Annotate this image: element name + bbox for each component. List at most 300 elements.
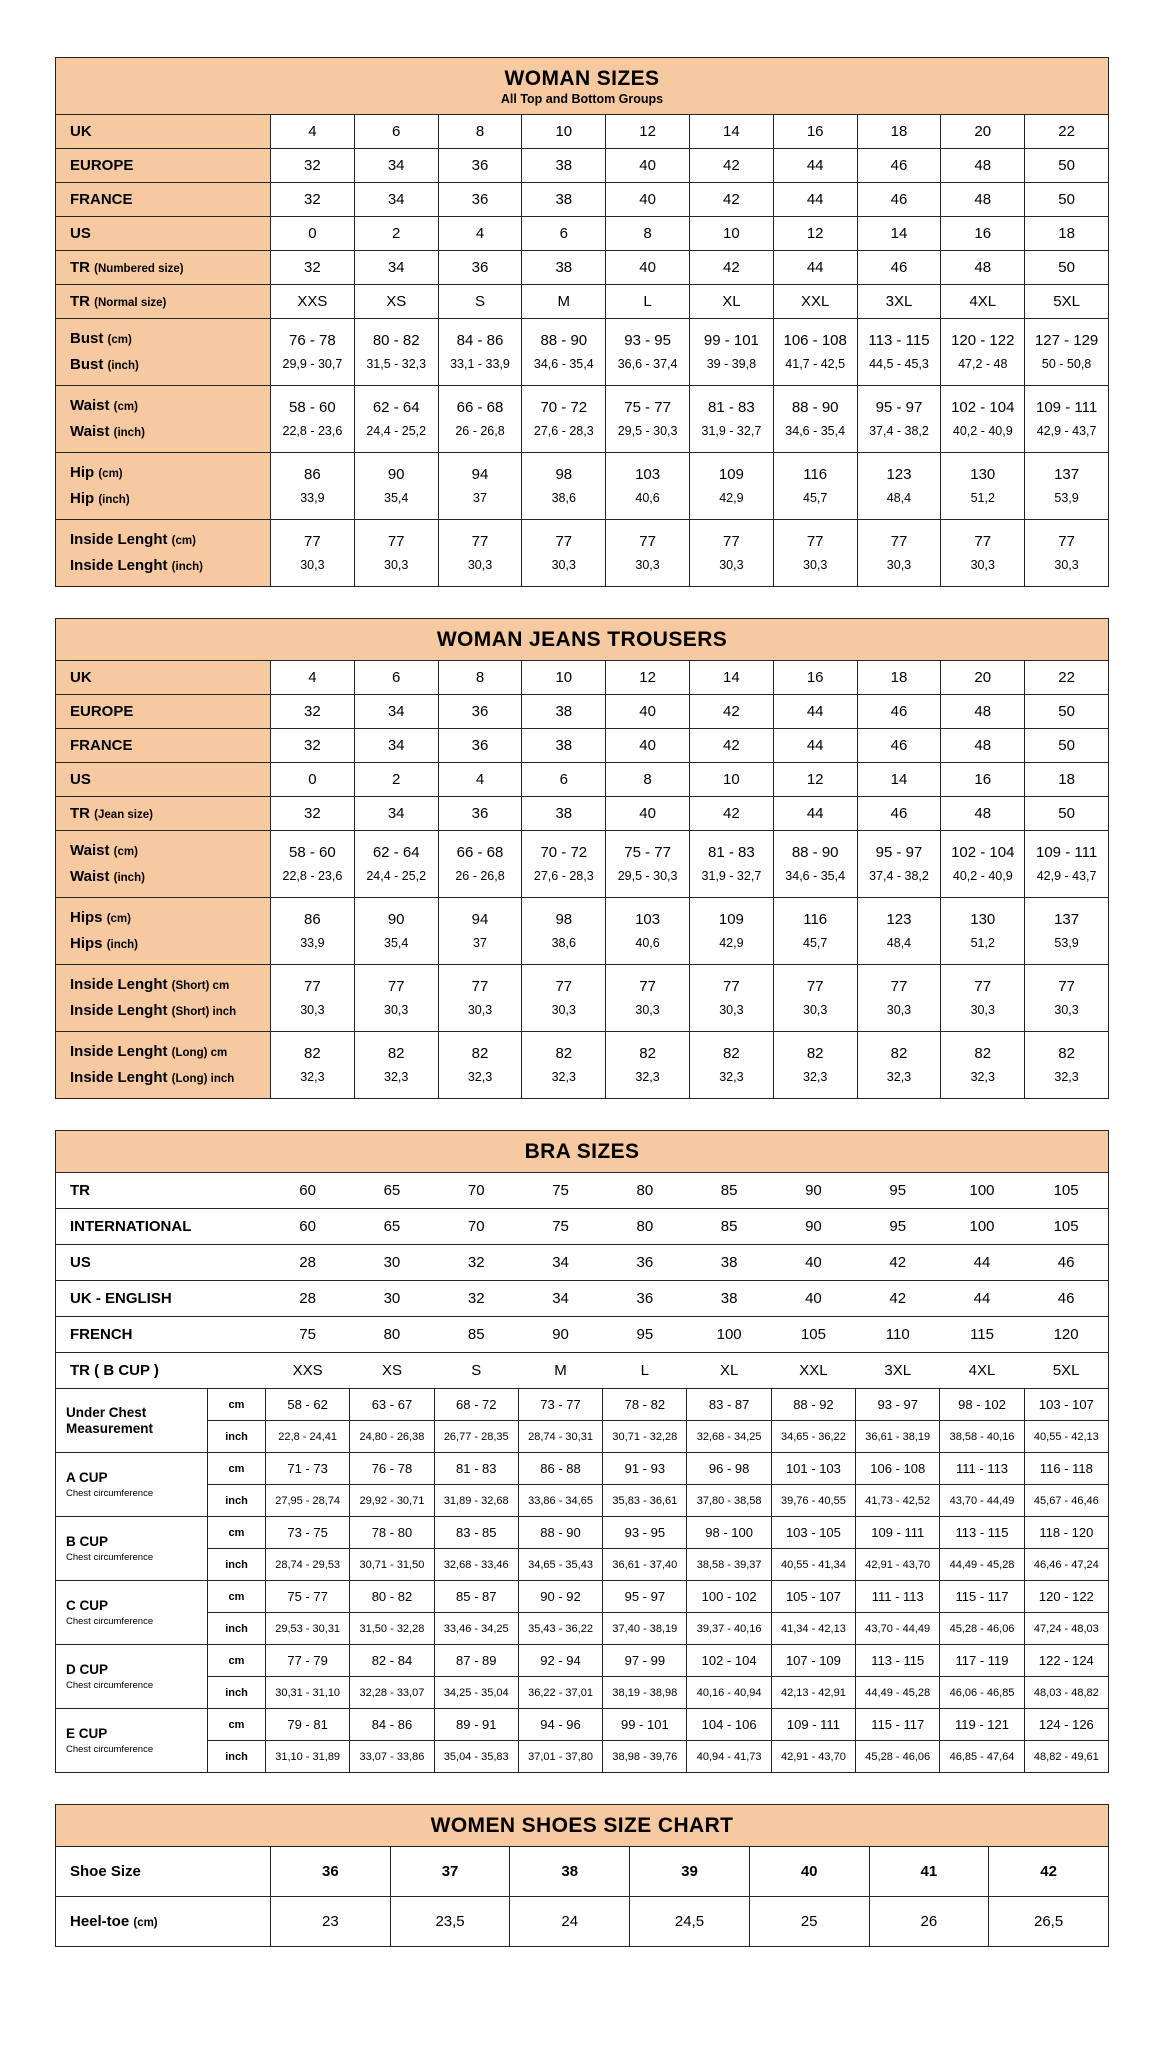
size-value-cell [271,831,355,898]
size-value: 95 [856,1209,940,1245]
woman-sizes-table-body [56,58,1109,587]
size-value-cell [271,965,355,1032]
value-stack [357,845,436,884]
measure-value-inch: 45,28 - 46,06 [856,1741,940,1773]
unit-label-cm: cm [208,1517,266,1549]
size-value: 14 [689,115,773,149]
size-value: 42 [689,149,773,183]
size-value-cell [271,898,355,965]
measure-value-cm: 80 - 82 [350,1581,434,1613]
woman-sizes-table [55,57,1109,587]
size-value-cm: 58 - 60 [289,843,336,861]
value-stack [776,467,855,506]
size-value-cm: 116 [803,465,828,483]
size-value: 25 [749,1897,869,1947]
size-value: 8 [438,115,522,149]
size-value: 6 [354,661,438,695]
size-value: 32 [271,797,355,831]
row-label: FRENCH [56,1317,266,1353]
value-stack [776,979,855,1018]
size-value-cell [857,520,941,587]
row-label [56,965,271,1032]
size-value: M [518,1353,602,1389]
size-value: 2 [354,763,438,797]
table-row [56,797,1109,831]
size-value: 85 [687,1173,771,1209]
size-value-cell [354,319,438,386]
women-shoes-size-table [55,1804,1109,1947]
size-value-cell [773,520,857,587]
measure-value-cm: 63 - 67 [350,1389,434,1421]
size-value: 14 [857,763,941,797]
row-label: US [56,217,271,251]
size-value-cell [857,453,941,520]
measure-value-inch: 24,80 - 26,38 [350,1421,434,1453]
size-value-inch: 32,3 [1054,1070,1079,1085]
size-value: 90 [518,1317,602,1353]
measure-label [56,1709,208,1773]
size-value-inch: 30,3 [467,558,493,573]
unit-label-cm: cm [208,1645,266,1677]
value-stack [692,467,771,506]
size-value-inch: 31,9 - 32,7 [701,424,762,439]
size-value: 44 [773,695,857,729]
table-title-cell [56,58,1109,115]
size-value-cell [941,520,1025,587]
bra-system-row [56,1353,1109,1389]
measure-name: D CUP [66,1662,109,1678]
measure-value-inch: 40,16 - 40,94 [687,1677,771,1709]
size-value-cell [438,386,522,453]
size-value-cell [857,1032,941,1099]
measure-value-inch: 33,46 - 34,25 [434,1613,518,1645]
measure-value-inch: 34,65 - 36,22 [771,1421,855,1453]
measure-value-cm: 99 - 101 [603,1709,687,1741]
value-stack [943,845,1022,884]
value-stack [776,845,855,884]
row-label [56,1032,271,1099]
size-value-cm: 77 [1058,977,1075,995]
bra-measure-row-cm [56,1517,1109,1549]
size-value-cell [522,965,606,1032]
size-value-inch: 48,4 [886,491,912,506]
value-stack [608,333,687,372]
bra-system-row [56,1209,1109,1245]
measure-value-cm: 119 - 121 [940,1709,1024,1741]
size-value: 8 [606,217,690,251]
size-value-cell [271,453,355,520]
size-value-inch: 30,3 [719,558,744,573]
size-value: 38 [522,797,606,831]
measure-value-cm: 96 - 98 [687,1453,771,1485]
size-value: 36 [438,183,522,217]
size-value-cell [271,319,355,386]
size-value-inch: 30,3 [635,1003,660,1018]
size-value-inch: 32,3 [886,1070,912,1085]
size-value-inch: 48,4 [886,936,912,951]
size-value: 0 [271,763,355,797]
size-value: 4XL [941,285,1025,319]
size-value-cell [773,965,857,1032]
size-value: 36 [438,149,522,183]
value-stack [524,979,603,1018]
size-value-cell [857,831,941,898]
size-value-inch: 38,6 [551,491,576,506]
size-value-cm: 109 - 111 [1036,398,1098,416]
table-row-pair [56,965,1109,1032]
measure-value-cm: 115 - 117 [940,1581,1024,1613]
size-value: 40 [606,183,690,217]
value-stack [776,400,855,439]
value-stack [1027,333,1106,372]
size-value: 4 [271,115,355,149]
size-value-cell [857,386,941,453]
measure-value-inch: 44,49 - 45,28 [856,1677,940,1709]
measure-value-inch: 45,67 - 46,46 [1024,1485,1108,1517]
size-value: 44 [773,729,857,763]
measure-value-inch: 27,95 - 28,74 [266,1485,350,1517]
measure-value-cm: 109 - 111 [856,1517,940,1549]
size-value: 34 [518,1245,602,1281]
value-stack [943,912,1022,951]
measure-value-inch: 28,74 - 29,53 [266,1549,350,1581]
measure-value-inch: 37,80 - 38,58 [687,1485,771,1517]
size-value-cm: 127 - 129 [1034,331,1099,349]
measure-value-inch: 22,8 - 24,41 [266,1421,350,1453]
measure-value-inch: 48,03 - 48,82 [1024,1677,1108,1709]
measure-value-inch: 48,82 - 49,61 [1024,1741,1108,1773]
size-value: 26,5 [989,1897,1109,1947]
size-value-cm: 95 - 97 [875,843,923,861]
bra-measure-row-inch [56,1613,1109,1645]
size-value-cm: 76 - 78 [289,331,336,349]
row-label-stack [70,910,264,952]
size-value-inch: 42,9 - 43,7 [1036,869,1097,884]
bra-measure-row-inch [56,1741,1109,1773]
row-label-unit: (Numbered size) [94,263,184,275]
measure-sublabel: Chest circumference [66,1551,154,1563]
size-value-inch: 32,3 [719,1070,744,1085]
measure-label [56,1389,208,1453]
measure-value-inch: 40,55 - 41,34 [771,1549,855,1581]
size-value: 42 [856,1245,940,1281]
size-value-cell [689,520,773,587]
measure-value-inch: 32,68 - 33,46 [434,1549,518,1581]
value-stack [1027,467,1106,506]
value-stack [1027,534,1106,573]
table-title-cell [56,1131,1109,1173]
size-value: 46 [857,149,941,183]
size-value-cell [354,898,438,965]
size-value: 26 [869,1897,989,1947]
size-value-cell [522,319,606,386]
size-value-cm: 82 [471,1044,489,1062]
size-value: 18 [1025,217,1109,251]
size-value-cell [773,898,857,965]
value-stack [860,1046,939,1085]
value-stack [692,534,771,573]
value-stack [943,1046,1022,1085]
value-stack [608,534,687,573]
row-label-unit: (Long) cm [171,1047,228,1060]
size-value: 36 [271,1847,391,1897]
size-value-cm: 90 [387,465,405,483]
size-value-inch: 32,3 [300,1070,325,1085]
unit-label-cm: cm [208,1581,266,1613]
row-label-unit: (Normal size) [94,297,167,309]
row-label-unit: (inch) [106,939,138,951]
size-value: 32 [271,183,355,217]
size-value-inch: 37 [473,491,487,506]
table-row [56,251,1109,285]
size-value-cm: 88 - 90 [791,843,839,861]
value-stack [441,467,520,506]
size-value: 16 [941,217,1025,251]
size-value: 4 [271,661,355,695]
value-stack [943,400,1022,439]
measure-value-inch: 29,92 - 30,71 [350,1485,434,1517]
size-value: 75 [518,1209,602,1245]
size-value-cell [941,453,1025,520]
row-label: Shoe Size [56,1847,271,1897]
row-label: US [56,1245,266,1281]
size-value-cm: 70 - 72 [540,843,588,861]
size-value-cm: 99 - 101 [703,331,759,349]
size-value-cell [857,898,941,965]
value-stack [273,845,352,884]
measure-name: C CUP [66,1598,109,1614]
measure-value-inch: 37,40 - 38,19 [603,1613,687,1645]
size-value-cell [522,898,606,965]
size-value-cell [857,319,941,386]
size-value: 12 [773,763,857,797]
value-stack [776,1046,855,1085]
measure-value-cm: 100 - 102 [687,1581,771,1613]
measure-sublabel: Chest circumference [66,1679,154,1691]
size-value-inch: 37 [473,936,487,951]
row-label-stack [70,465,264,507]
size-value-cm: 77 [639,977,656,995]
measure-value-inch: 34,25 - 35,04 [434,1677,518,1709]
size-value: 40 [749,1847,869,1897]
value-stack [692,333,771,372]
value-stack [357,467,436,506]
measure-value-inch: 36,22 - 37,01 [518,1677,602,1709]
measure-value-inch: 38,58 - 39,37 [687,1549,771,1581]
woman-jeans-trousers-table [55,618,1109,1099]
size-value-inch: 27,6 - 28,3 [533,424,594,439]
bra-system-row [56,1281,1109,1317]
measure-value-inch: 34,65 - 35,43 [518,1549,602,1581]
size-value: 70 [434,1209,518,1245]
size-value: 95 [603,1317,687,1353]
row-label-unit: (cm) [171,535,196,548]
size-value: 44 [940,1281,1024,1317]
size-value: 42 [689,183,773,217]
bra-measure-row-cm [56,1709,1109,1741]
size-value: 50 [1025,183,1109,217]
unit-label-inch: inch [208,1549,266,1581]
value-stack [273,1046,352,1085]
size-value-cm: 80 - 82 [372,331,420,349]
size-value-inch: 29,5 - 30,3 [617,869,678,884]
value-stack [441,845,520,884]
size-value-cm: 88 - 90 [791,398,839,416]
size-value: 105 [1024,1173,1108,1209]
measure-value-inch: 41,73 - 42,52 [856,1485,940,1517]
value-stack [860,534,939,573]
size-value-cell [689,831,773,898]
value-stack [441,979,520,1018]
row-label: INTERNATIONAL [56,1209,266,1245]
size-value-inch: 30,3 [300,558,325,573]
size-value-cm: 130 [970,465,996,483]
table-title: WOMAN SIZES [504,67,660,90]
size-value-inch: 42,9 [719,491,744,506]
row-label-inch: Hip (inch) [70,490,130,507]
row-label-inch: Waist (inch) [70,423,145,440]
measure-value-cm: 113 - 115 [856,1645,940,1677]
size-value: 24 [510,1897,630,1947]
row-label: FRANCE [56,183,271,217]
measure-value-cm: 105 - 107 [771,1581,855,1613]
size-value: 14 [689,661,773,695]
row-label: EUROPE [56,149,271,183]
size-value-inch: 32,3 [551,1070,576,1085]
size-value: 16 [773,115,857,149]
measure-value-cm: 98 - 100 [687,1517,771,1549]
unit-label-cm: cm [208,1709,266,1741]
size-value: 32 [271,729,355,763]
row-label-cm: Inside Lenght (Long) cm [70,1043,228,1061]
size-value-cm: 82 [806,1044,824,1062]
measure-name: E CUP [66,1726,108,1742]
size-value: XL [687,1353,771,1389]
value-stack [1027,400,1106,439]
size-value-cm: 66 - 68 [456,398,504,416]
measure-value-cm: 94 - 96 [518,1709,602,1741]
measure-value-cm: 71 - 73 [266,1453,350,1485]
table-row-pair [56,319,1109,386]
size-value-inch: 31,9 - 32,7 [701,869,762,884]
size-value-inch: 30,3 [551,1003,576,1018]
value-stack [1027,979,1106,1018]
size-value: 0 [271,217,355,251]
value-stack [273,979,352,1018]
size-value-inch: 27,6 - 28,3 [533,869,594,884]
size-value-inch: 51,2 [970,491,995,506]
value-stack [1027,912,1106,951]
measure-value-cm: 102 - 104 [687,1645,771,1677]
size-value: 44 [773,149,857,183]
size-value-cm: 88 - 90 [540,331,588,349]
size-value-cell [354,831,438,898]
size-value: 85 [434,1317,518,1353]
size-value: XXS [271,285,355,319]
row-label [56,386,271,453]
value-stack [776,534,855,573]
measure-value-inch: 37,01 - 37,80 [518,1741,602,1773]
size-value: 34 [518,1281,602,1317]
measure-value-cm: 68 - 72 [434,1389,518,1421]
measure-value-cm: 115 - 117 [856,1709,940,1741]
size-value-cell [271,1032,355,1099]
size-value-inch: 24,4 - 25,2 [366,424,427,439]
measure-label [56,1581,208,1645]
row-label [56,831,271,898]
size-value: 36 [438,797,522,831]
size-value: 36 [603,1281,687,1317]
row-label-unit: (cm) [133,1917,158,1929]
size-value: 34 [354,149,438,183]
size-value: 46 [857,695,941,729]
size-value-cell [773,831,857,898]
size-value: 40 [606,729,690,763]
size-value: 3XL [856,1353,940,1389]
row-label: TR (Normal size) [56,285,271,319]
measure-name: A CUP [66,1470,108,1486]
size-value: XS [354,285,438,319]
table-row [56,115,1109,149]
row-label: EUROPE [56,695,271,729]
measure-value-cm: 107 - 109 [771,1645,855,1677]
bra-system-row [56,1173,1109,1209]
size-value-cell [689,965,773,1032]
row-label-unit: (cm) [113,846,138,859]
size-value-cm: 77 [974,977,992,995]
size-value: 100 [940,1173,1024,1209]
row-label-stack [70,532,264,574]
size-value-cell [438,965,522,1032]
size-value-cm: 82 [1058,1044,1075,1062]
size-value-inch: 30,3 [719,1003,744,1018]
measure-value-cm: 93 - 97 [856,1389,940,1421]
table-row-pair [56,898,1109,965]
row-label-unit: (cm) [113,401,138,414]
size-value-cm: 102 - 104 [951,398,1015,416]
measure-value-cm: 81 - 83 [434,1453,518,1485]
size-value-cm: 77 [1058,532,1075,550]
measure-value-inch: 35,04 - 35,83 [434,1741,518,1773]
row-label-unit: (Long) inch [171,1073,235,1085]
size-value: 5XL [1025,285,1109,319]
size-value: 39 [630,1847,750,1897]
measure-name: B CUP [66,1534,109,1550]
size-value: 38 [522,729,606,763]
size-value-cell [606,1032,690,1099]
size-value-inch: 53,9 [1054,491,1079,506]
size-value: 38 [510,1847,630,1897]
bra-measure-row-cm [56,1645,1109,1677]
table-row [56,1847,1109,1897]
measure-value-cm: 85 - 87 [434,1581,518,1613]
row-label-inch: Inside Lenght (Short) inch [70,1002,237,1019]
size-value-cm: 62 - 64 [372,398,420,416]
measure-value-inch: 38,98 - 39,76 [603,1741,687,1773]
size-value: M [522,285,606,319]
size-value: 18 [1025,763,1109,797]
size-value-inch: 30,3 [803,558,828,573]
size-value: 3XL [857,285,941,319]
value-stack [860,979,939,1018]
table-row [56,285,1109,319]
value-stack [692,400,771,439]
row-label [56,453,271,520]
size-value-cell [438,831,522,898]
table-row-pair [56,1032,1109,1099]
size-value-cm: 130 [970,910,996,928]
size-value-cell [354,1032,438,1099]
